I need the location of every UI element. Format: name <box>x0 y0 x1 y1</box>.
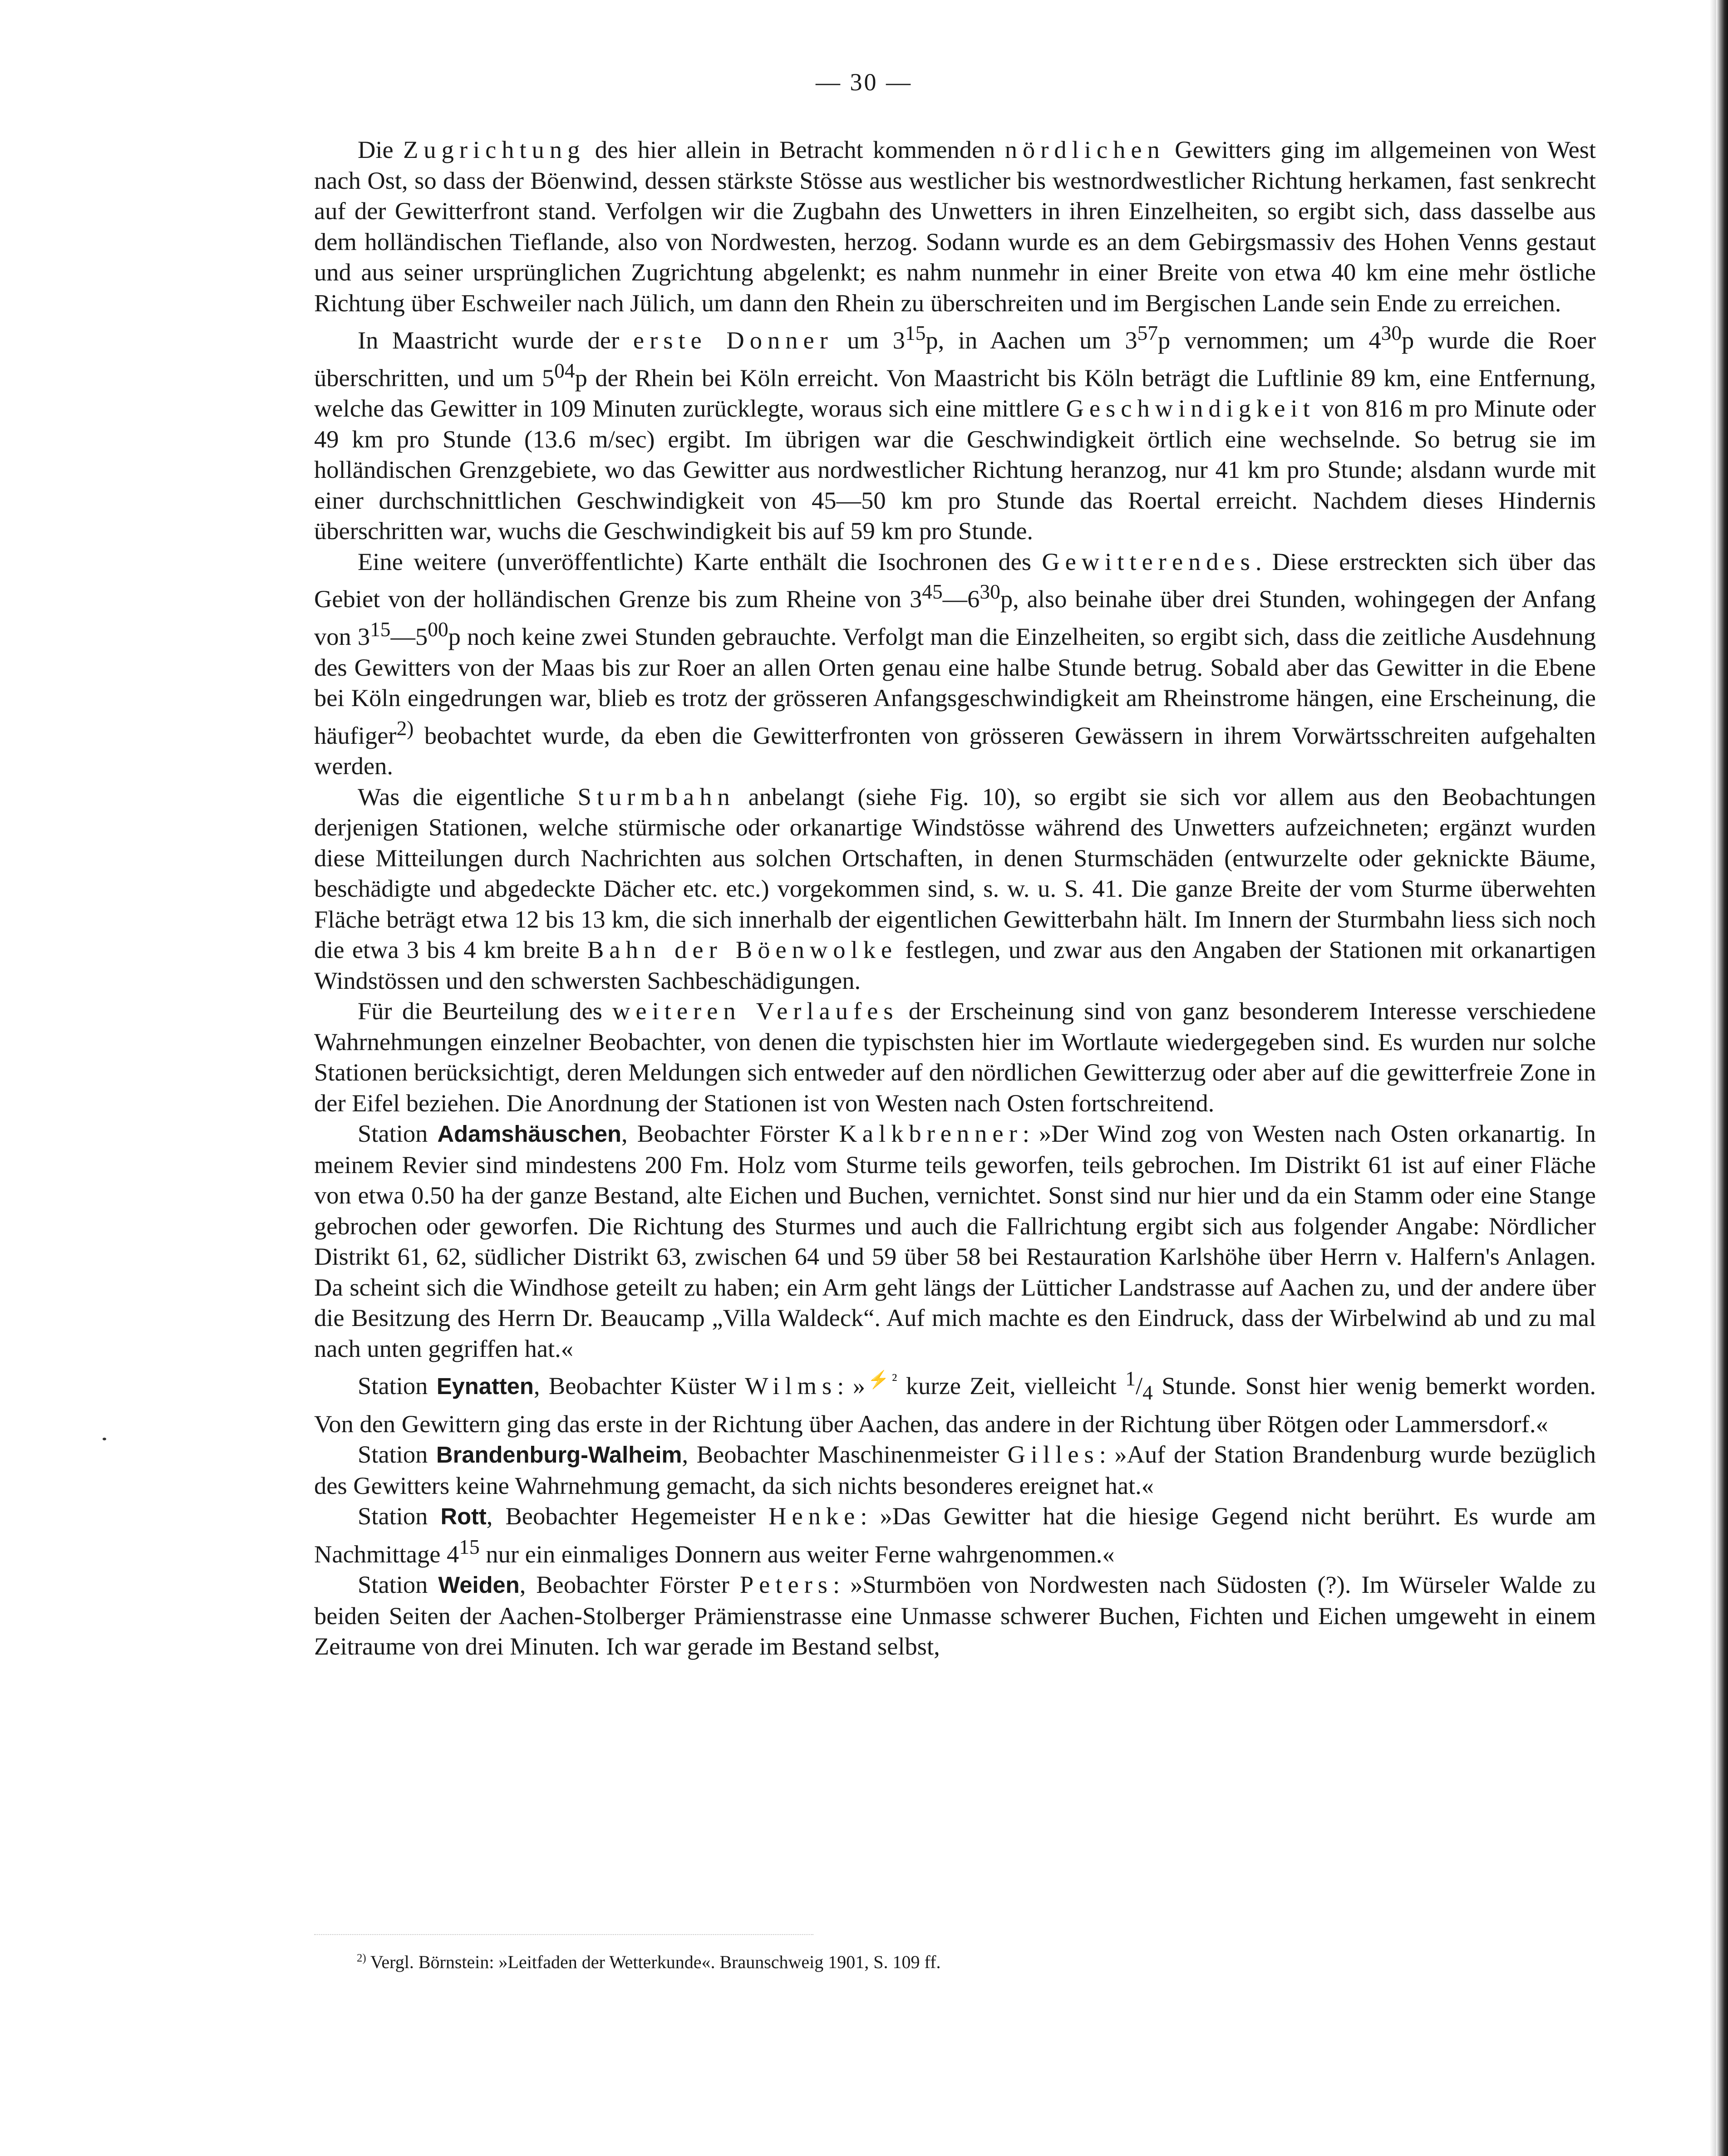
weather-symbol: ⚡² <box>865 1370 897 1390</box>
text-run: . Diese erstreckten sich über das Gebiet von der holländischen Grenze bis zum Rheine von 3 <box>314 547 1596 613</box>
paragraph <box>314 134 1596 318</box>
footnote-mark: 2) <box>357 1952 366 1964</box>
footnote-separator <box>314 1934 813 1935</box>
superscript: 00 <box>428 618 448 641</box>
station-name: Eynatten <box>436 1373 534 1400</box>
paragraph <box>314 996 1596 1118</box>
spaced-emphasis: Wilms <box>745 1372 837 1400</box>
scan-speck <box>103 1438 106 1440</box>
spaced-emphasis: Sturmbahn <box>577 782 735 810</box>
text-run: Station <box>358 1571 438 1599</box>
text-run: Station <box>358 1502 441 1530</box>
text-run: , Beobachter Förster <box>621 1120 839 1148</box>
text-run: —5 <box>390 623 428 651</box>
superscript: 30 <box>980 580 1000 604</box>
paragraph <box>314 318 1596 546</box>
text-run: beobachtet wurde, da eben die Gewitterfronten von grösseren Gewässern in ihrem Vorwärtsschreiten aufgehalten werden. <box>314 721 1596 780</box>
paragraph <box>314 1118 1596 1364</box>
scan-edge-shadow <box>1710 0 1716 2156</box>
text-run: kurze Zeit, vielleicht <box>897 1372 1126 1400</box>
text-run: : »Das Gewitter hat die hiesige Gegend nicht berührt. Es wurde am Nachmittage 4 <box>314 1502 1596 1568</box>
text-run: der Erscheinung sind von ganz besonderem Interesse verschiedene Wahrnehmungen einzelner Beobachter, von denen die typischsten hier im Wortlaute wiedergegeben sind. Es wurden nur solche Stationen berücksichtigt, deren Meldungen sich entweder auf den nördlichen Gewitterzug oder aber auf die gewitterfreie Zone in der Eifel beziehen. Die Anordnung der Stationen ist von Westen nach Osten fortschreitend. <box>314 997 1596 1117</box>
spaced-emphasis: Gilles <box>1007 1440 1099 1468</box>
text-run: : »Sturmböen von Nordwesten nach Südosten (?). Im Würseler Walde zu beiden Seiten der Aachen-Stolberger Prämienstrasse eine Unmasse schwerer Buchen, Fichten und Eichen umgeweht in einem Zeitraume von drei Minuten. Ich war gerade im Bestand selbst, <box>314 1571 1596 1660</box>
text-run: Für die Beurteilung des <box>358 997 613 1025</box>
text-run: Gewitters ging im allgemeinen von West nach Ost, so dass der Böenwind, dessen stärkste Stösse aus westlicher bis westnordwestlicher Richtung herkamen, fast senkrecht auf der Gewitterfront stand. Verfolgen wir die Zugbahn des Unwetters in ihren Einzelheiten, so ergibt sich, dass dasselbe aus dem holländischen Tieflande, also von Nordwesten, herzog. Sodann wurde es an dem Gebirgsmassiv des Hohen Venns gestaut und aus seiner ursprünglichen Zugrichtung abgelenkt; es nahm nunmehr in einer Breite von etwa 40 km eine mehr östliche Richtung über Eschweiler nach Jülich, um dann den Rhein zu überschreiten und im Bergischen Lande sein Ende zu erreichen. <box>314 136 1596 317</box>
station-name: Brandenburg-Walheim <box>436 1442 682 1468</box>
superscript: 30 <box>1381 322 1402 344</box>
text-run: , Beobachter Maschinenmeister <box>682 1440 1008 1468</box>
paragraph <box>314 1501 1596 1569</box>
body-text <box>314 134 1596 1662</box>
text-run: Stunde. Sonst hier wenig bemerkt worden. Von den Gewittern ging das erste in der Richtung über Aachen, das andere in der Richtung über Rötgen oder Lammersdorf.« <box>314 1372 1596 1438</box>
text-run: , Beobachter Hegemeister <box>486 1502 769 1530</box>
paragraph <box>314 1569 1596 1662</box>
text-run: , Beobachter Küster <box>533 1372 745 1400</box>
station-name: Weiden <box>438 1572 520 1598</box>
text-run: des hier allein in Betracht kommenden <box>585 136 1005 163</box>
spaced-emphasis: nördlichen <box>1004 136 1165 163</box>
footnote <box>357 1950 1582 1974</box>
spaced-emphasis: erste Donner <box>633 326 833 354</box>
superscript: 57 <box>1137 322 1158 344</box>
text-run: p der Rhein bei Köln erreicht. Von Maastricht bis Köln beträgt die Luftlinie 89 km, eine Entfernung, welche das Gewitter in 109 Minuten zurücklegte, woraus sich eine mittlere <box>314 363 1596 422</box>
text-run: nur ein einmaliges Donnern aus weiter Ferne wahrgenommen.« <box>479 1540 1115 1568</box>
superscript: 45 <box>922 580 943 604</box>
text-run: : »Auf der Station Brandenburg wurde bezüglich des Gewitters keine Wahrnehmung gemacht, da sich nichts besonderes ereignet hat.« <box>314 1440 1596 1499</box>
station-name: Adamshäuschen <box>437 1121 622 1147</box>
text-run: In Maastricht wurde der <box>358 326 633 354</box>
paragraph <box>314 781 1596 996</box>
superscript: 15 <box>459 1535 480 1558</box>
text-run: von 816 m pro Minute oder 49 km pro Stunde (13.6 m/sec) ergibt. Im übrigen war die Geschwindigkeit örtlich eine wechselnde. So betrug sie im holländischen Grenzgebiete, wo das Gewitter aus nordwestlicher Richtung heranzog, nur 41 km pro Stunde; alsdann wurde mit einer durchschnittlichen Geschwindigkeit von 45—50 km pro Stunde das Roertal erreicht. Nachdem dieses Hindernis überschritten war, wuchs die Geschwindigkeit bis auf 59 km pro Stunde. <box>314 394 1596 545</box>
spaced-emphasis: Zugrichtung <box>403 136 586 163</box>
spaced-emphasis: Geschwindigkeit <box>1066 394 1315 422</box>
station-name: Rott <box>440 1503 487 1530</box>
superscript: 04 <box>554 359 575 382</box>
paragraph <box>314 546 1596 781</box>
text-run: Station <box>358 1120 438 1148</box>
text-run: um 3 <box>833 326 905 354</box>
text-run: , Beobachter Förster <box>519 1571 740 1599</box>
spaced-emphasis: Gewitterendes <box>1042 547 1255 575</box>
paragraph <box>314 1439 1596 1501</box>
text-run: p wurde die Roer überschritten, und um 5 <box>314 326 1596 392</box>
subscript: 4 <box>1142 1381 1153 1405</box>
text-run: anbelangt (siehe Fig. 10), so ergibt sie sich vor allem aus den Beobachtungen derjenigen Stationen, welche stürmische oder orkanartige Windstösse während des Unwetters aufzeichneten; ergänzt wurden diese Mitteilungen durch Nachrichten aus solchen Ortschaften, in denen Sturmschäden (entwurzelte oder geknickte Bäume, beschädigte und abgedeckte Dächer etc. etc.) vorgekommen sind, s. w. u. S. 41. Die ganze Breite der vom Sturme überwehten Fläche beträgt etwa 12 bis 13 km, die sich innerhalb der eigentlichen Gewitterbahn hält. Im Innern der Sturmbahn liess sich noch die etwa 3 bis 4 km breite <box>314 782 1596 964</box>
text-run: p, in Aachen um 3 <box>926 326 1137 354</box>
text-run: Station <box>358 1440 437 1468</box>
text-run: p, also beinahe über drei Stunden, wohingegen der Anfang von 3 <box>314 585 1596 651</box>
spaced-emphasis: Henke <box>768 1502 861 1530</box>
text-run: p noch keine zwei Stunden gebrauchte. Verfolgt man die Einzelheiten, so ergibt sich, dass die zeitliche Ausdehnung des Gewitters von der Maas bis zur Roer an allen Orten genau eine halbe Stunde betrug. Sobald aber das Gewitter in die Ebene bei Köln eingedrungen war, blieb es trotz der grösseren Anfangsgeschwindigkeit am Rheinstrome hängen, eine Erscheinung, die häufiger <box>314 623 1596 749</box>
spaced-emphasis: weiteren Verlaufes <box>612 997 899 1025</box>
spaced-emphasis: Peters <box>739 1571 833 1599</box>
page-number: — 30 — <box>816 69 912 96</box>
text-run: p vernommen; um 4 <box>1158 326 1381 354</box>
paragraph <box>314 1364 1596 1439</box>
text-run: festlegen, und zwar aus den Angaben der Stationen mit orkanartigen Windstössen und den schwersten Sachbeschädigungen. <box>314 936 1596 994</box>
superscript: 1 <box>1125 1367 1136 1390</box>
footnote-text: Vergl. Börnstein: »Leitfaden der Wetterkunde«. Braunschweig 1901, S. 109 ff. <box>366 1952 941 1972</box>
text-run: Die <box>358 136 404 163</box>
superscript: 15 <box>905 322 926 344</box>
superscript: 2) <box>396 717 414 740</box>
text-run: Eine weitere (unveröffentlichte) Karte enthält die Isochronen des <box>358 547 1042 575</box>
text-run: Was die eigentliche <box>358 782 578 810</box>
superscript: 15 <box>370 618 391 641</box>
spaced-emphasis: Kalkbrenner <box>839 1120 1023 1148</box>
scan-page-edge <box>1716 0 1728 2156</box>
text-run: : » <box>837 1372 865 1400</box>
spaced-emphasis: Bahn der Böenwolke <box>587 936 898 964</box>
text-run: : »Der Wind zog von Westen nach Osten orkanartig. In meinem Revier sind mindestens 200 Fm. Holz vom Sturme teils geworfen, teils gebrochen. Im Distrikt 61 ist auf einer Fläche von etwa 0.50 ha der ganze Bestand, alte Eichen und Buchen, vernichtet. Sonst sind nur hier und da ein Stamm oder eine Stange gebrochen oder geworfen. Die Richtung des Sturmes und auch die Fallrichtung ergibt sich aus folgender Angabe: Nördlicher Distrikt 61, 62, südlicher Distrikt 63, zwischen 64 und 59 über 58 bei Restauration Karlshöhe über Herrn v. Halfern's Anlagen. Da scheint sich die Windhose geteilt zu haben; ein Arm geht längs der Lütticher Landstrasse auf Aachen zu, und der andere über die Besitzung des Herrn Dr. Beaucamp „Villa Waldeck“. Auf mich machte es den Eindruck, dass der Wirbelwind ab und zu mal nach unten gegriffen hat.« <box>314 1120 1596 1362</box>
text-run: / <box>1135 1372 1143 1400</box>
text-run: —6 <box>942 585 980 613</box>
text-run: Station <box>358 1372 437 1400</box>
